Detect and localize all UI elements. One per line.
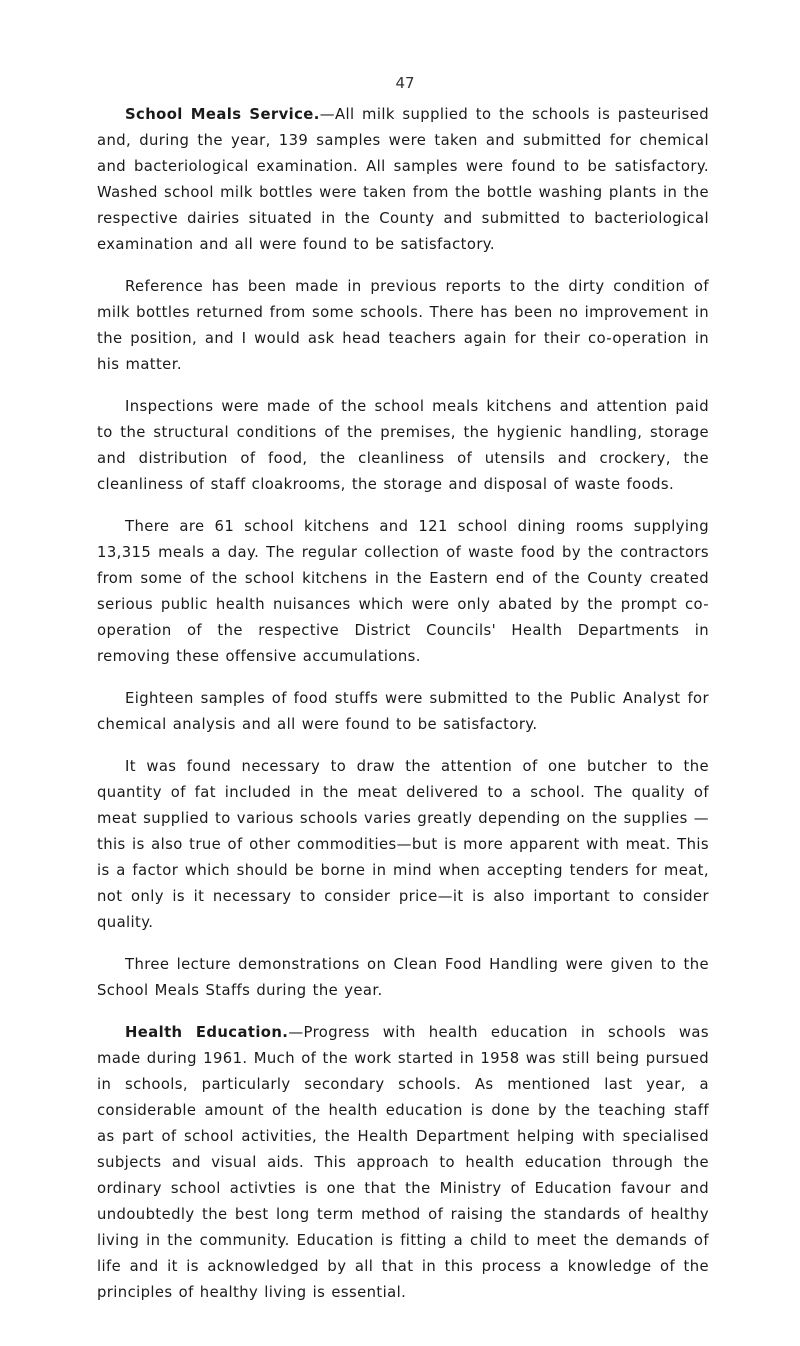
paragraph-food-samples: Eighteen samples of food stuffs were submitted to the Public Analyst for chemical analysis and all were found to be satisfactory. (97, 690, 709, 733)
page-number: 47 (395, 74, 415, 92)
paragraph-meat-quality: It was found necessary to draw the attention of one butcher to the quantity of fat included in the meat delivered to a school. The quality of meat supplied to various schools varies greatly depending on the supplies —this is also true of other commodities—but is more apparent with meat. This is a factor which should be borne in mind when accepting tenders for meat, not only is it necessary to consider price—it is also important to consider quality. (97, 758, 709, 931)
document-body (97, 102, 709, 1322)
paragraph-kitchen-inspections: Inspections were made of the school meals kitchens and attention paid to the structural conditions of the premises, the hygienic handling, storage and distribution of food, the cleanliness of utensils and crockery, the cleanliness of staff cloakrooms, the storage and disposal of waste foods. (97, 398, 709, 493)
paragraph-milk-bottles: Reference has been made in previous reports to the dirty condition of milk bottles returned from some schools. There has been no improvement in the position, and I would ask head teachers again for their co-operation in his matter. (97, 278, 709, 373)
paragraph-text: —Progress with health education in schools was made during 1961. Much of the work started in 1958 was still being pursued in schools, particularly secondary schools. As mentioned last year, a considerable amount of the health education is done by the teaching staff as part of school activities, the Health Department helping with specialised subjects and visual aids. This approach to health education through the ordinary school activties is one that the Ministry of Education favour and undoubtedly the best long term method of raising the standards of healthy living in the community. Education is fitting a child to meet the demands of life and it is acknowledged by all that in this process a knowledge of the principles of healthy living is essential. (97, 1024, 710, 1301)
paragraph-lecture-demonstrations: Three lecture demonstrations on Clean Food Handling were given to the School Meals Staffs during the year. (97, 956, 709, 999)
section-heading-school-meals-service: School Meals Service. (125, 106, 320, 123)
section-heading-health-education: Health Education. (125, 1024, 289, 1041)
paragraph-kitchens-dining-rooms: There are 61 school kitchens and 121 school dining rooms supplying 13,315 meals a day. The regular collection of waste food by the contractors from some of the school kitchens in the Eastern end of the County created serious public health nuisances which were only abated by the prompt co-operation of the respective District Councils' Health Departments in removing these offensive accumulations. (97, 518, 709, 665)
paragraph-school-meals-service (97, 102, 709, 258)
paragraph-text: —All milk supplied to the schools is pasteurised and, during the year, 139 samples were taken and submitted for chemical and bacteriological examination. All samples were found to be satisfactory. Washed school milk bottles were taken from the bottle washing plants in the respective dairies situated in the County and submitted to bacteriological examination and all were found to be satisfactory. (97, 106, 709, 253)
paragraph-health-education (97, 1020, 709, 1306)
